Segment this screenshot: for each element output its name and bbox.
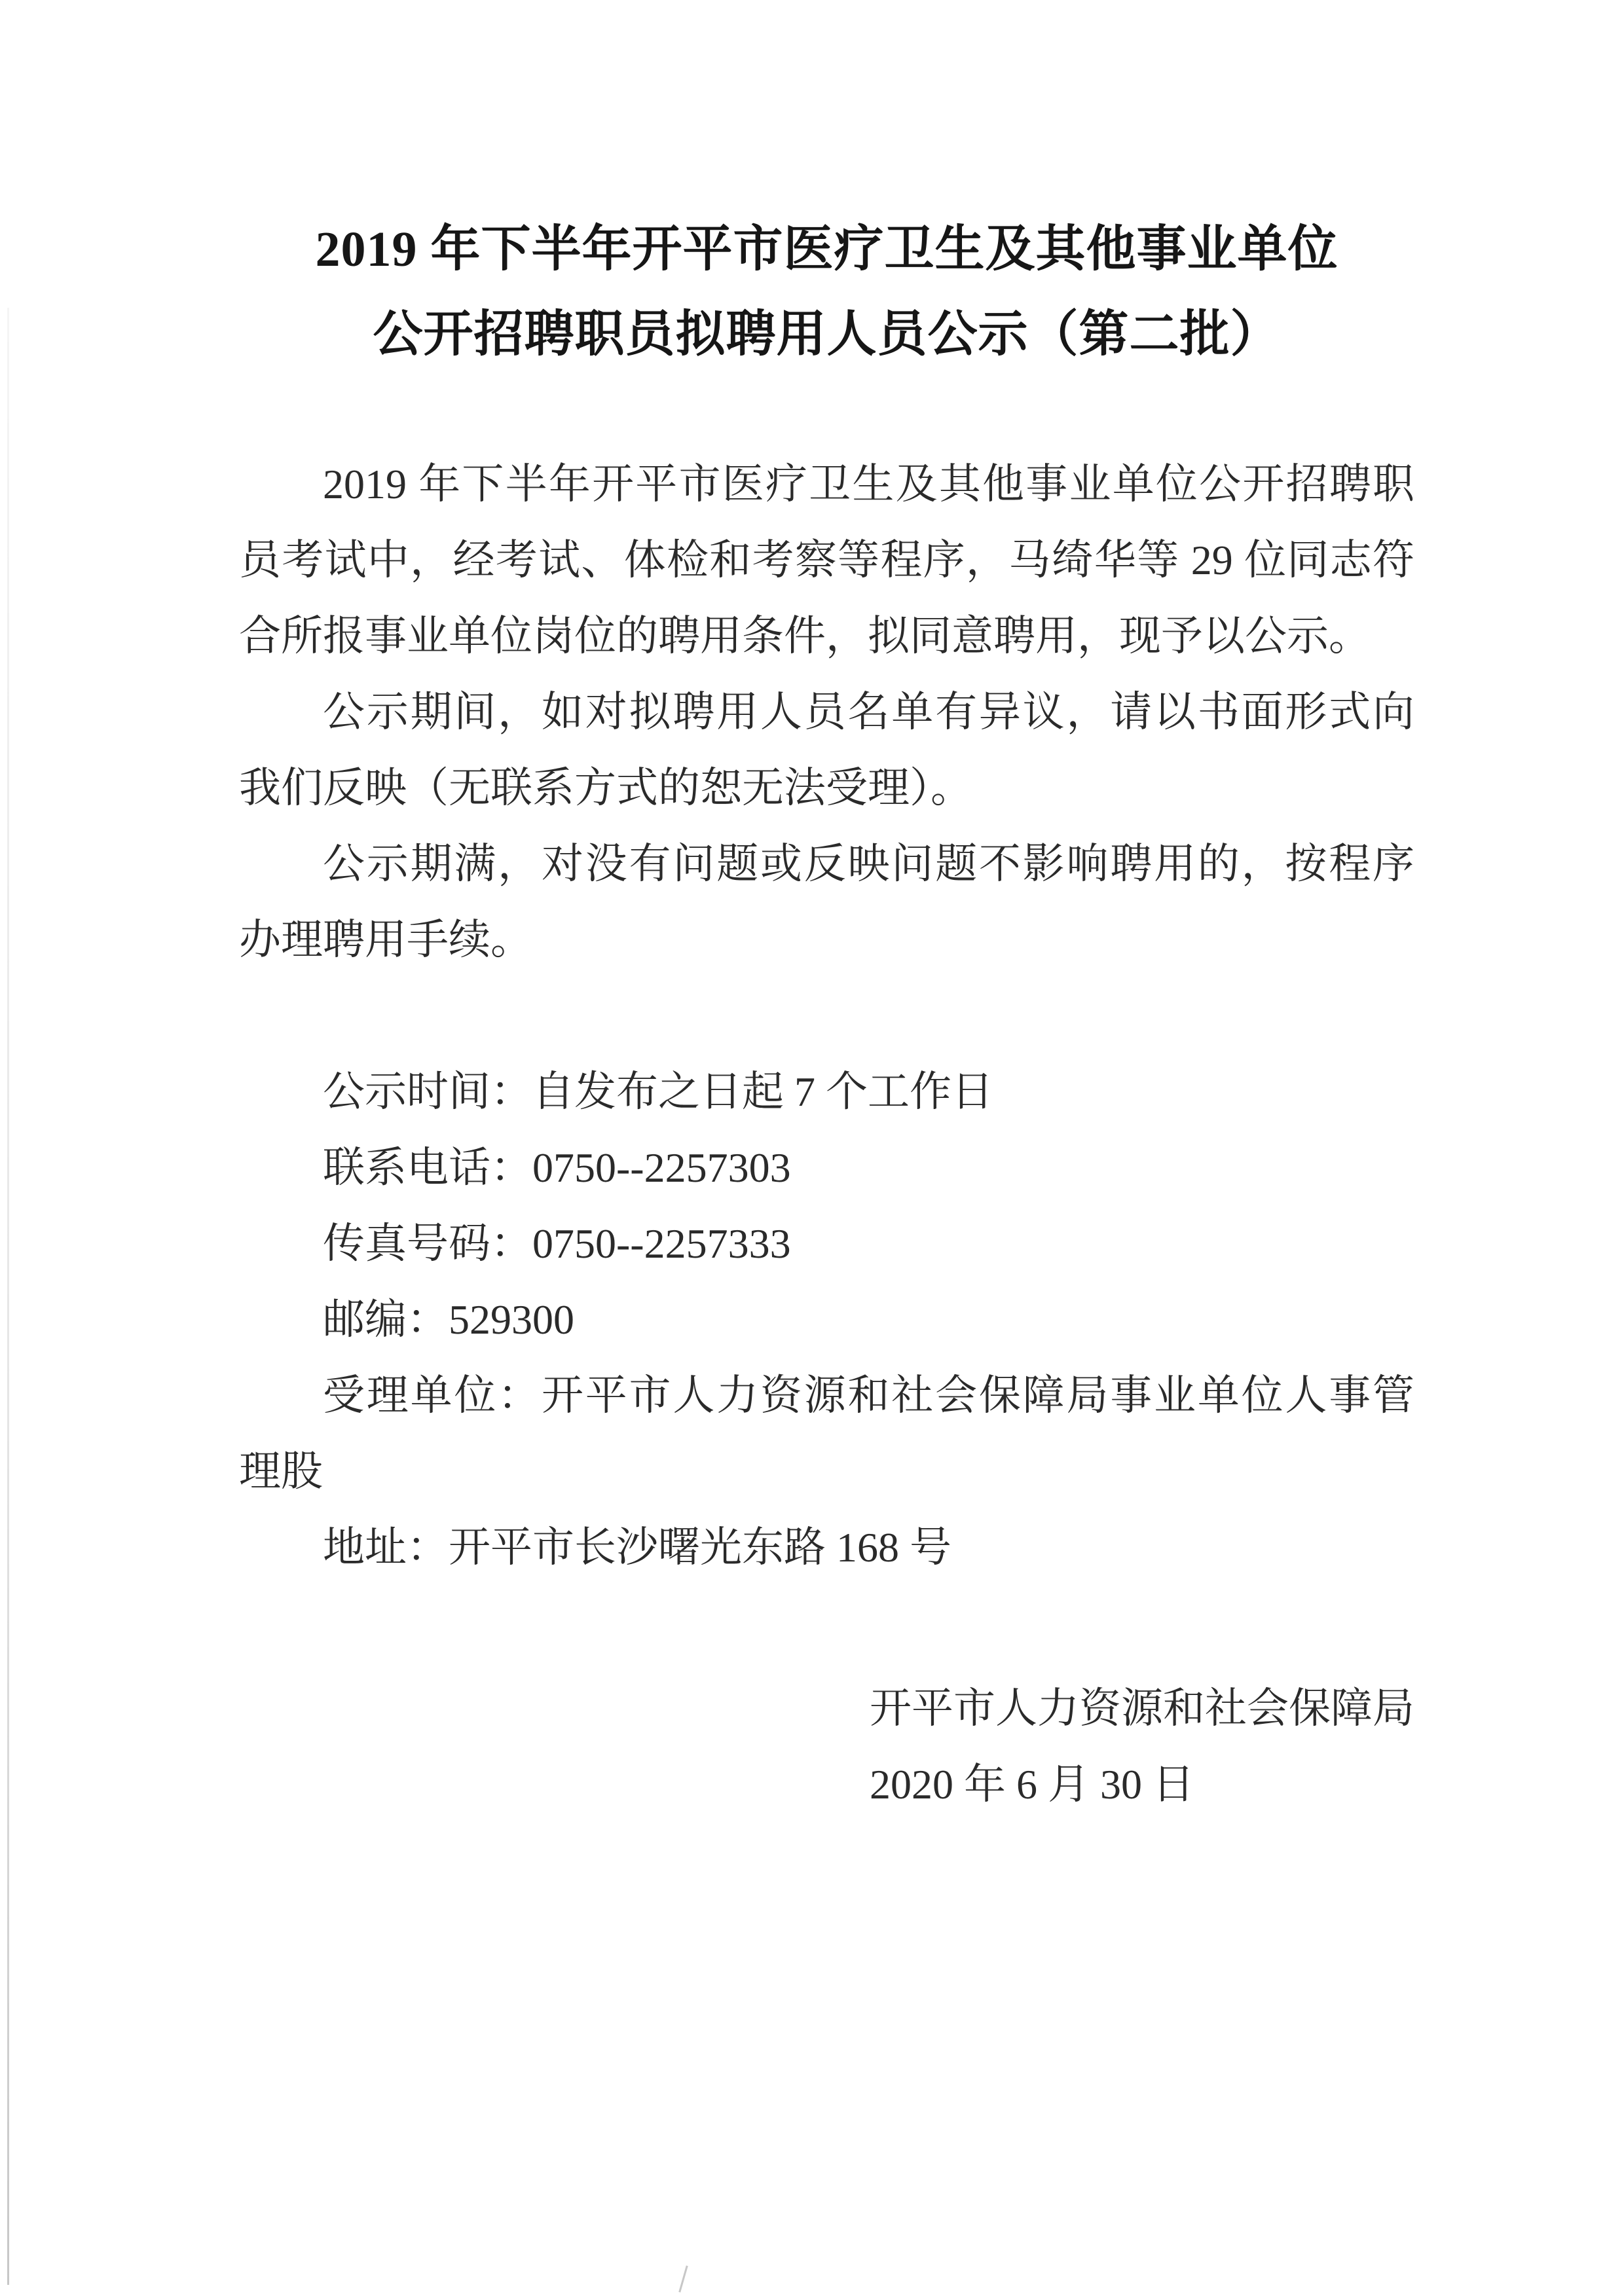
paragraph-2-line-1: 公示期间，如对拟聘用人员名单有异议，请以书面形式向 — [323, 689, 1414, 735]
title-line-2: 公开招聘职员拟聘用人员公示（第二批） — [373, 307, 1281, 362]
scan-artifact-bottom-mark — [678, 2265, 688, 2292]
contact-postal-code: 邮编：529300 — [323, 1296, 574, 1343]
paragraph-3 — [239, 826, 1414, 978]
paragraph-1-line-3: 合所报事业单位岗位的聘用条件，拟同意聘用，现予以公示。 — [239, 613, 1371, 659]
signature-org: 开平市人力资源和社会保障局 — [870, 1685, 1414, 1732]
signature-block — [870, 1671, 1414, 1823]
contact-fax: 传真号码：0750--2257333 — [323, 1220, 791, 1267]
title-line-1: 2019 年下半年开平市医疗卫生及其他事业单位 — [315, 222, 1338, 277]
contact-phone: 联系电话：0750--2257303 — [323, 1144, 791, 1191]
paragraph-2-line-2: 我们反映（无联系方式的恕无法受理）。 — [239, 765, 972, 811]
signature-date: 2020 年 6 月 30 日 — [870, 1761, 1194, 1808]
contact-info — [239, 1054, 1414, 1586]
paragraph-2 — [239, 674, 1414, 826]
paragraph-3-line-1: 公示期满，对没有问题或反映问题不影响聘用的，按程序 — [323, 841, 1414, 887]
contact-address: 地址：开平市长沙曙光东路 168 号 — [323, 1524, 951, 1571]
paragraph-3-line-2: 办理聘用手续。 — [239, 917, 532, 963]
paragraph-1-line-2: 员考试中，经考试、体检和考察等程序，马绮华等 29 位同志符 — [239, 537, 1414, 583]
contact-accepting-unit-line-1: 受理单位：开平市人力资源和社会保障局事业单位人事管 — [323, 1372, 1414, 1419]
scan-artifact-left-line — [7, 308, 9, 2285]
paragraph-1 — [239, 446, 1414, 674]
document-title — [239, 207, 1414, 377]
contact-accepting-unit-line-2: 理股 — [239, 1448, 323, 1495]
body-paragraphs — [239, 446, 1414, 978]
paragraph-1-line-1: 2019 年下半年开平市医疗卫生及其他事业单位公开招聘职 — [323, 461, 1414, 507]
contact-publicity-time: 公示时间：自发布之日起 7 个工作日 — [323, 1068, 993, 1115]
